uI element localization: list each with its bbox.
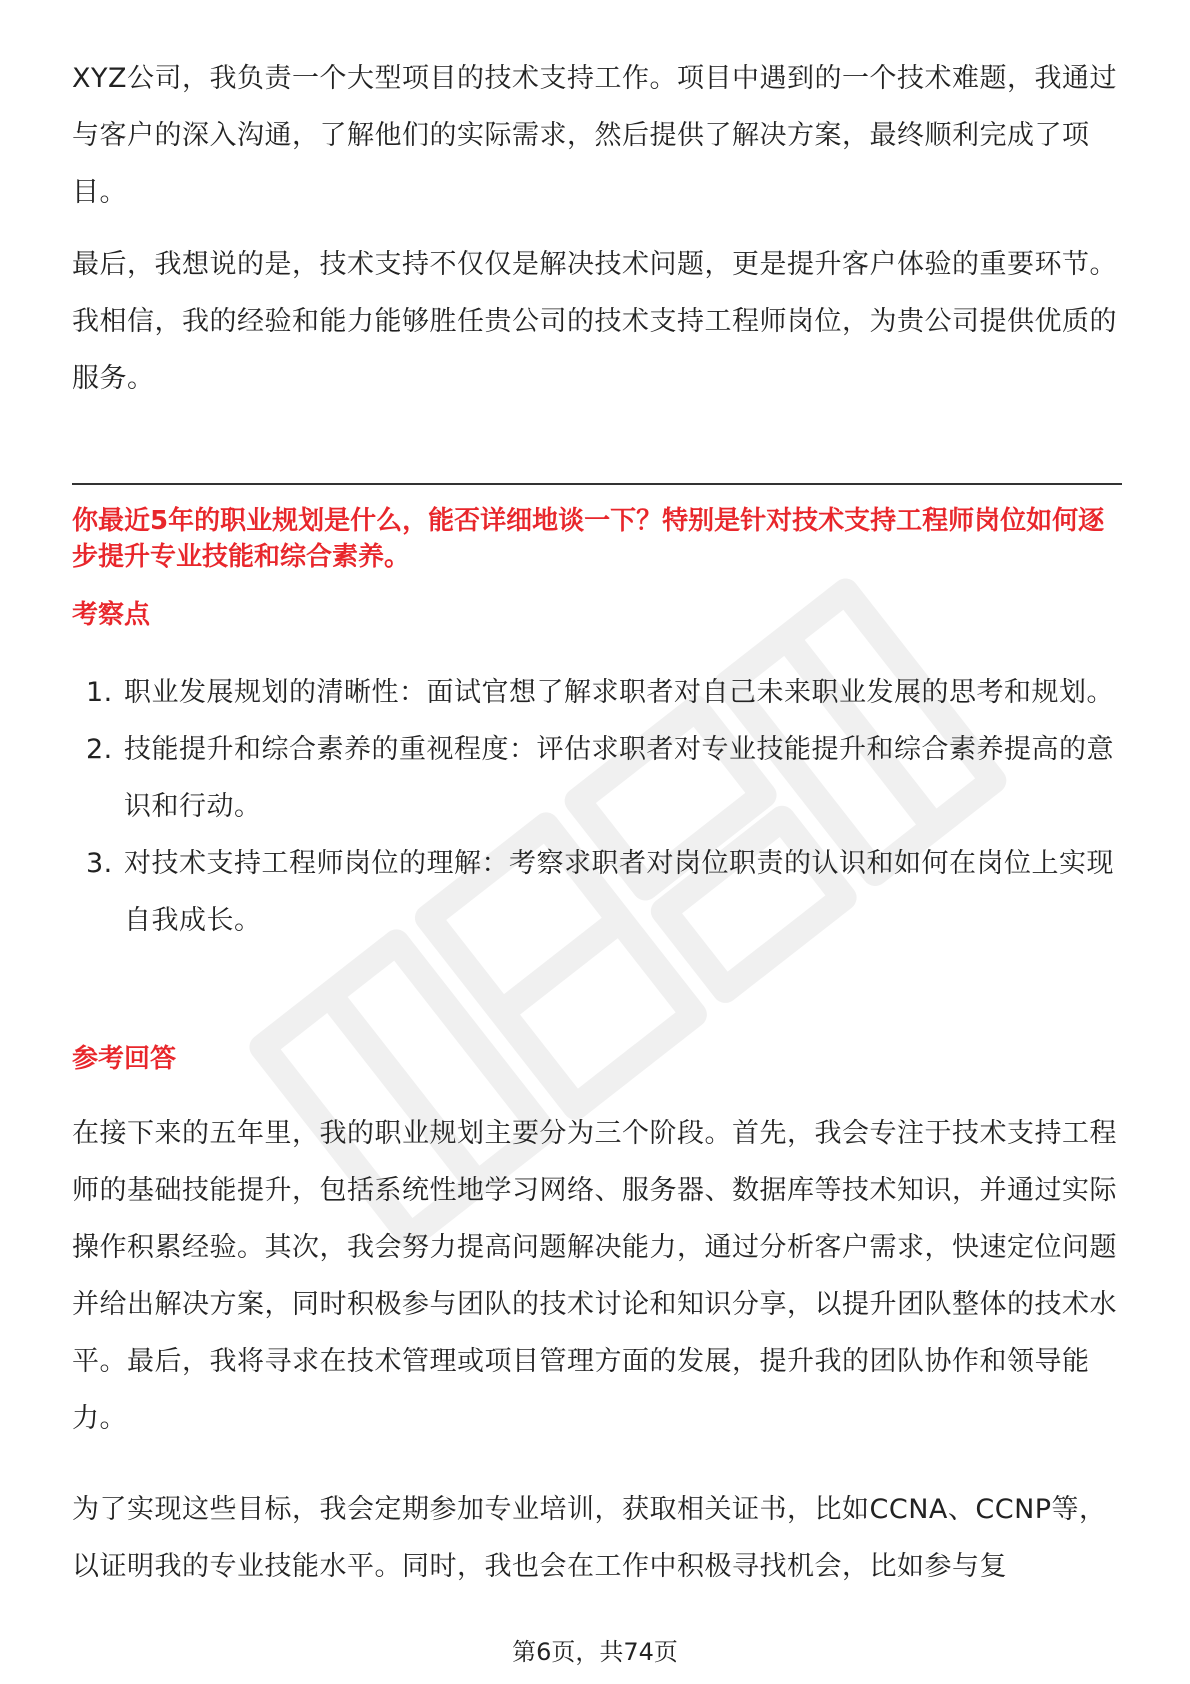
intro-paragraph-2: 最后，我想说的是，技术支持不仅仅是解决技术问题，更是提升客户体验的重要环节。我相信，我的经验和能力能够胜任贵公司的技术支持工程师岗位，为贵公司提供优质的服务。 — [72, 249, 1117, 394]
list-item — [72, 721, 1122, 835]
answer-heading: 参考回答 — [72, 1044, 177, 1074]
section-divider — [72, 483, 1122, 485]
assessment-heading: 考察点 — [72, 600, 151, 630]
list-item-number: 3. — [86, 848, 113, 879]
list-item-text: 职业发展规划的清晰性：面试官想了解求职者对自己未来职业发展的思考和规划。 — [124, 677, 1114, 708]
list-item-text: 对技术支持工程师岗位的理解：考察求职者对岗位职责的认识和如何在岗位上实现自我成长。 — [124, 848, 1114, 936]
answer-paragraph-2: 为了实现这些目标，我会定期参加专业培训，获取相关证书，比如CCNA、CCNP等，以证明我的专业技能水平。同时，我也会在工作中积极寻找机会，比如参与复 — [72, 1494, 1107, 1582]
assessment-list — [72, 664, 1122, 949]
question-title: 你最近5年的职业规划是什么，能否详细地谈一下？特别是针对技术支持工程师岗位如何逐步提升专业技能和综合素养。 — [72, 506, 1105, 572]
list-item — [72, 835, 1122, 949]
answer-paragraph-1: 在接下来的五年里，我的职业规划主要分为三个阶段。首先，我会专注于技术支持工程师的基础技能提升，包括系统性地学习网络、服务器、数据库等技术知识，并通过实际操作积累经验。其次，我会努力提高问题解决能力，通过分析客户需求，快速定位问题并给出解决方案，同时积极参与团队的技术讨论和知识分享，以提升团队整体的技术水平。最后，我将寻求在技术管理或项目管理方面的发展，提升我的团队协作和领导能力。 — [72, 1118, 1117, 1434]
list-item — [72, 664, 1122, 721]
list-item-number: 1. — [86, 677, 113, 708]
intro-paragraph-1: XYZ公司，我负责一个大型项目的技术支持工作。项目中遇到的一个技术难题，我通过与客户的深入沟通，了解他们的实际需求，然后提供了解决方案，最终顺利完成了项目。 — [72, 63, 1117, 208]
list-item-number: 2. — [86, 734, 113, 765]
list-item-text: 技能提升和综合素养的重视程度：评估求职者对专业技能提升和综合素养提高的意识和行动。 — [124, 734, 1114, 822]
page-footer: 第6页，共74页 — [512, 1638, 678, 1666]
